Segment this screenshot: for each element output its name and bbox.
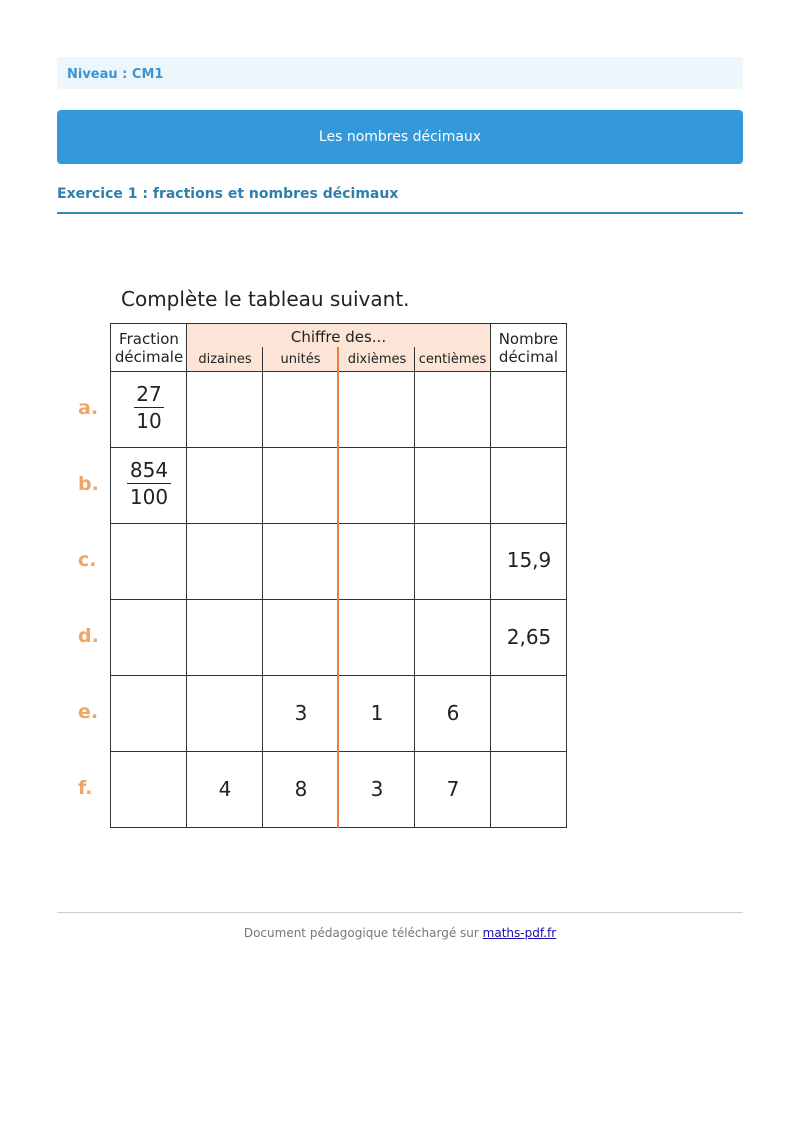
row-label-a: a. [78, 397, 99, 419]
centiemes-e: 6 [446, 701, 460, 725]
row-label-b: b. [78, 473, 99, 495]
header-nombre-line1: Nombre [498, 330, 559, 348]
row-label-d: d. [78, 625, 99, 647]
level-label: Niveau : CM1 [67, 67, 164, 82]
header-divider [111, 371, 567, 372]
nombre-c: 15,9 [506, 548, 552, 572]
header-fraction-line2: décimale [114, 348, 184, 366]
row-divider [111, 599, 567, 600]
row-divider [111, 751, 567, 752]
unites-e: 3 [294, 701, 308, 725]
nombre-d: 2,65 [506, 625, 552, 649]
row-label-f: f. [78, 777, 93, 799]
row-divider [111, 447, 567, 448]
dizaines-f: 4 [218, 777, 232, 801]
column-divider [262, 347, 263, 828]
footer [0, 926, 800, 940]
column-divider [490, 323, 491, 828]
fraction-a [111, 382, 187, 433]
header-fraction-line1: Fraction [119, 330, 179, 348]
header-chiffre: Chiffre des... [290, 328, 387, 346]
footer-link[interactable]: maths-pdf.fr [482, 926, 557, 940]
unites-f: 8 [294, 777, 308, 801]
dixiemes-f: 3 [370, 777, 384, 801]
fraction-denominator: 10 [136, 409, 162, 433]
header-dixiemes: dixièmes [347, 352, 407, 367]
decimal-point-divider [337, 347, 339, 828]
page-title: Les nombres décimaux [57, 110, 743, 164]
fraction-b [111, 458, 187, 509]
row-label-e: e. [78, 701, 99, 723]
instruction-text: Complète le tableau suivant. [121, 287, 410, 311]
table-border-right [566, 323, 567, 828]
row-label-c: c. [78, 549, 97, 571]
row-divider [111, 675, 567, 676]
header-centiemes: centièmes [418, 352, 487, 367]
fraction-denominator: 100 [129, 485, 169, 509]
header-dizaines: dizaines [198, 352, 252, 367]
footer-divider [57, 912, 743, 913]
table-border-bottom [111, 827, 567, 828]
footer-text: Document pédagogique téléchargé sur [243, 926, 479, 940]
row-divider [111, 523, 567, 524]
centiemes-f: 7 [446, 777, 460, 801]
header-unites: unités [280, 352, 321, 367]
header-nombre-line2: décimal [498, 348, 559, 366]
header-fraction [111, 330, 187, 366]
fraction-numerator: 854 [129, 458, 169, 482]
exercise-title: Exercice 1 : fractions et nombres décimaux [57, 186, 743, 214]
header-nombre [491, 330, 566, 366]
fraction-bar [134, 407, 164, 408]
table-border-top [111, 323, 567, 324]
fraction-bar [127, 483, 171, 484]
column-divider [414, 347, 415, 828]
dixiemes-e: 1 [370, 701, 384, 725]
fraction-numerator: 27 [136, 382, 162, 406]
